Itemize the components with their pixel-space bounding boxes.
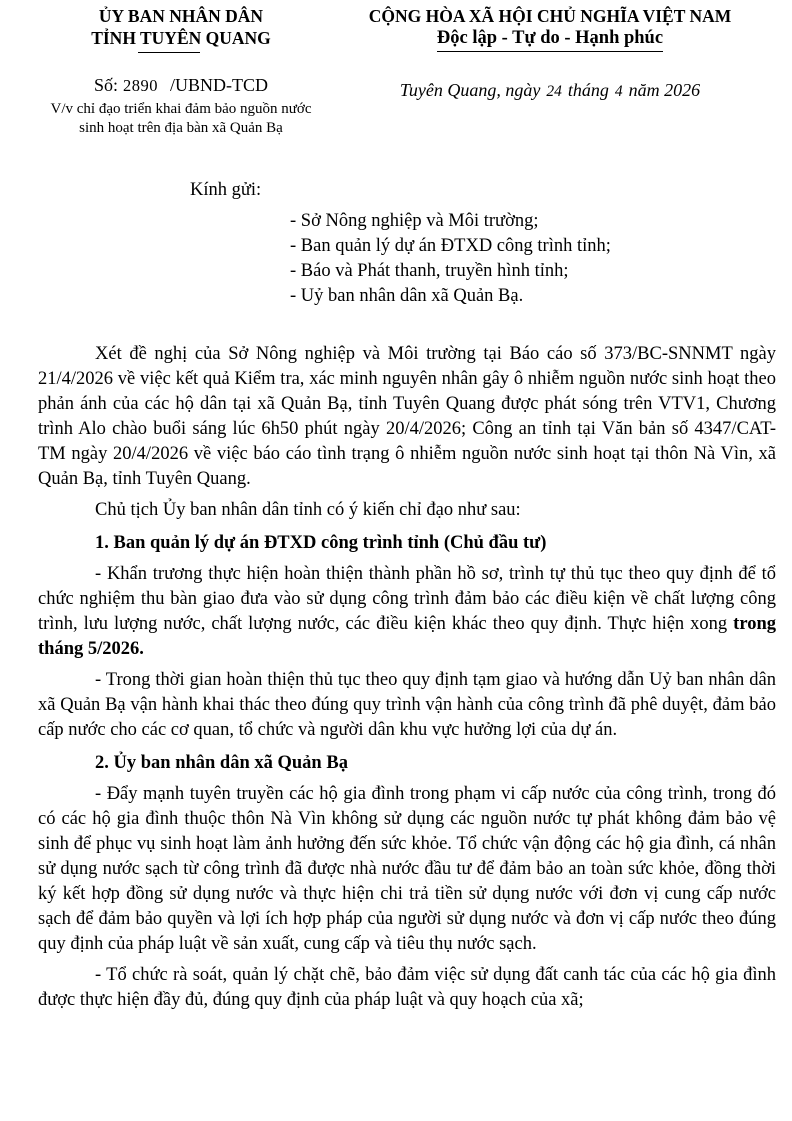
issuing-authority-block: [38, 5, 324, 138]
national-title: CỘNG HÒA XÃ HỘI CHỦ NGHĨA VIỆT NAM: [368, 6, 732, 26]
recipient-item: - Sở Nông nghiệp và Môi trường;: [290, 211, 539, 231]
document-subject: V/v chỉ đạo triển khai đảm bảo nguồn nước sinh hoạt trên địa bàn xã Quản Bạ: [50, 101, 312, 136]
national-motto: Độc lập - Tự do - Hạnh phúc: [437, 27, 663, 52]
section-heading-2: 2. Ủy ban nhân dân xã Quản Bạ: [95, 753, 348, 773]
date-place-prefix: Tuyên Quang, ngày: [399, 80, 541, 100]
recipient-item: - Ban quản lý dự án ĐTXD công trình tỉnh;: [290, 236, 611, 256]
paragraph-section1-item1: [38, 562, 776, 662]
issuer-name-line2: TỈNH TUYÊN QUANG: [91, 28, 271, 48]
recipient-item: - Uỷ ban nhân dân xã Quản Bạ.: [290, 286, 524, 306]
national-motto-wrap: [324, 27, 776, 52]
recipient-item: - Báo và Phát thanh, truyền hình tỉnh;: [290, 261, 569, 281]
deadline-emphasis: trong tháng 5/2026.: [38, 614, 776, 659]
document-number: [38, 74, 324, 97]
paragraph-section1-item2: - Trong thời gian hoàn thiện thủ tục theo quy định tạm giao và hướng dẫn Uỷ ban nhân dân xã Quản Bạ vận hành khai thác theo đúng quy trình vận hành của công trình đã phê duyệt, đảm bảo cấp nước cho các cơ quan, tổ chức và người dân khu vực hưởng lợi của dự án.: [38, 670, 776, 740]
paragraph-section2-item2: - Tổ chức rà soát, quản lý chặt chẽ, bảo đảm việc sử dụng đất canh tác của các hộ gia đình được thực hiện đầy đủ, đúng quy định của pháp luật và quy hoạch của xã;: [38, 965, 776, 1010]
place-and-date-line: [324, 79, 776, 103]
date-month-value: 4: [614, 83, 623, 100]
paragraph-text: - Khẩn trương thực hiện hoàn thiện thành phần hồ sơ, trình tự thủ tục theo quy định để tổ chức nghiệm thu bàn giao đưa vào sử dụng công trình đảm bảo các điều kiện về chất lượng công trình, lưu lượng nước, chất lượng nước, các điều kiện khác theo quy định. Thực hiện xong: [38, 564, 776, 634]
date-year-label: năm 2026: [628, 80, 701, 100]
issuer-name-line1: ỦY BAN NHÂN DÂN: [98, 6, 264, 26]
issuer-underline-rule: [138, 52, 200, 53]
doc-number-value: 2890: [123, 76, 158, 95]
date-month-label: tháng: [567, 80, 609, 100]
paragraph-preamble: Xét đề nghị của Sở Nông nghiệp và Môi trường tại Báo cáo số 373/BC-SNNMT ngày 21/4/2026 về việc kết quả Kiểm tra, xác minh nguyên nhân gây ô nhiễm nguồn nước sinh hoạt theo phản ánh của các hộ dân tại xã Quản Bạ, tỉnh Tuyên Quang được phát sóng trên VTV1, Chương trình Alo chào buổi sáng lúc 6h50 phút ngày 20/4/2026; Công an tỉnh tại Văn bản số 4347/CAT-TM ngày 20/4/2026 về việc báo cáo tình trạng ô nhiễm nguồn nước sinh hoạt tại thôn Nà Vìn, xã Quản Bạ, tỉnh Tuyên Quang.: [38, 344, 776, 489]
document-header: [38, 5, 776, 138]
recipient-list: [38, 209, 776, 309]
salutation-label: Kính gửi:: [190, 180, 262, 200]
paragraph-section2-item1: - Đẩy mạnh tuyên truyền các hộ gia đình trong phạm vi cấp nước của công trình, trong đó có các hộ gia đình thuộc thôn Nà Vìn không sử dụng các nguồn nước tự phát không đảm bảo vệ sinh để phục vụ sinh hoạt làm ảnh hưởng đến sức khỏe. Tổ chức vận động các hộ gia đình, cá nhân sử dụng nước sạch từ công trình đã được nhà nước đầu tư để đảm bảo an toàn sức khỏe, đồng thời ký kết hợp đồng sử dụng nước và thực hiện chi trả tiền sử dụng nước với đơn vị cung cấp nước sạch để đảm bảo quyền và lợi ích hợp pháp của người sử dụng nước và đơn vị cấp nước theo đúng quy định của pháp luật về sản xuất, cung cấp và tiêu thụ nước sạch.: [38, 784, 776, 954]
salutation-block: [38, 178, 776, 309]
paragraph-directive-intro: Chủ tịch Ủy ban nhân dân tỉnh có ý kiến chỉ đạo như sau:: [95, 500, 521, 520]
date-day-value: 24: [546, 83, 562, 100]
doc-number-label: Số:: [93, 75, 118, 95]
section-heading-1: 1. Ban quản lý dự án ĐTXD công trình tỉnh (Chủ đầu tư): [95, 533, 547, 553]
doc-number-suffix: /UBND-TCD: [170, 75, 268, 95]
national-header-block: [324, 5, 776, 138]
